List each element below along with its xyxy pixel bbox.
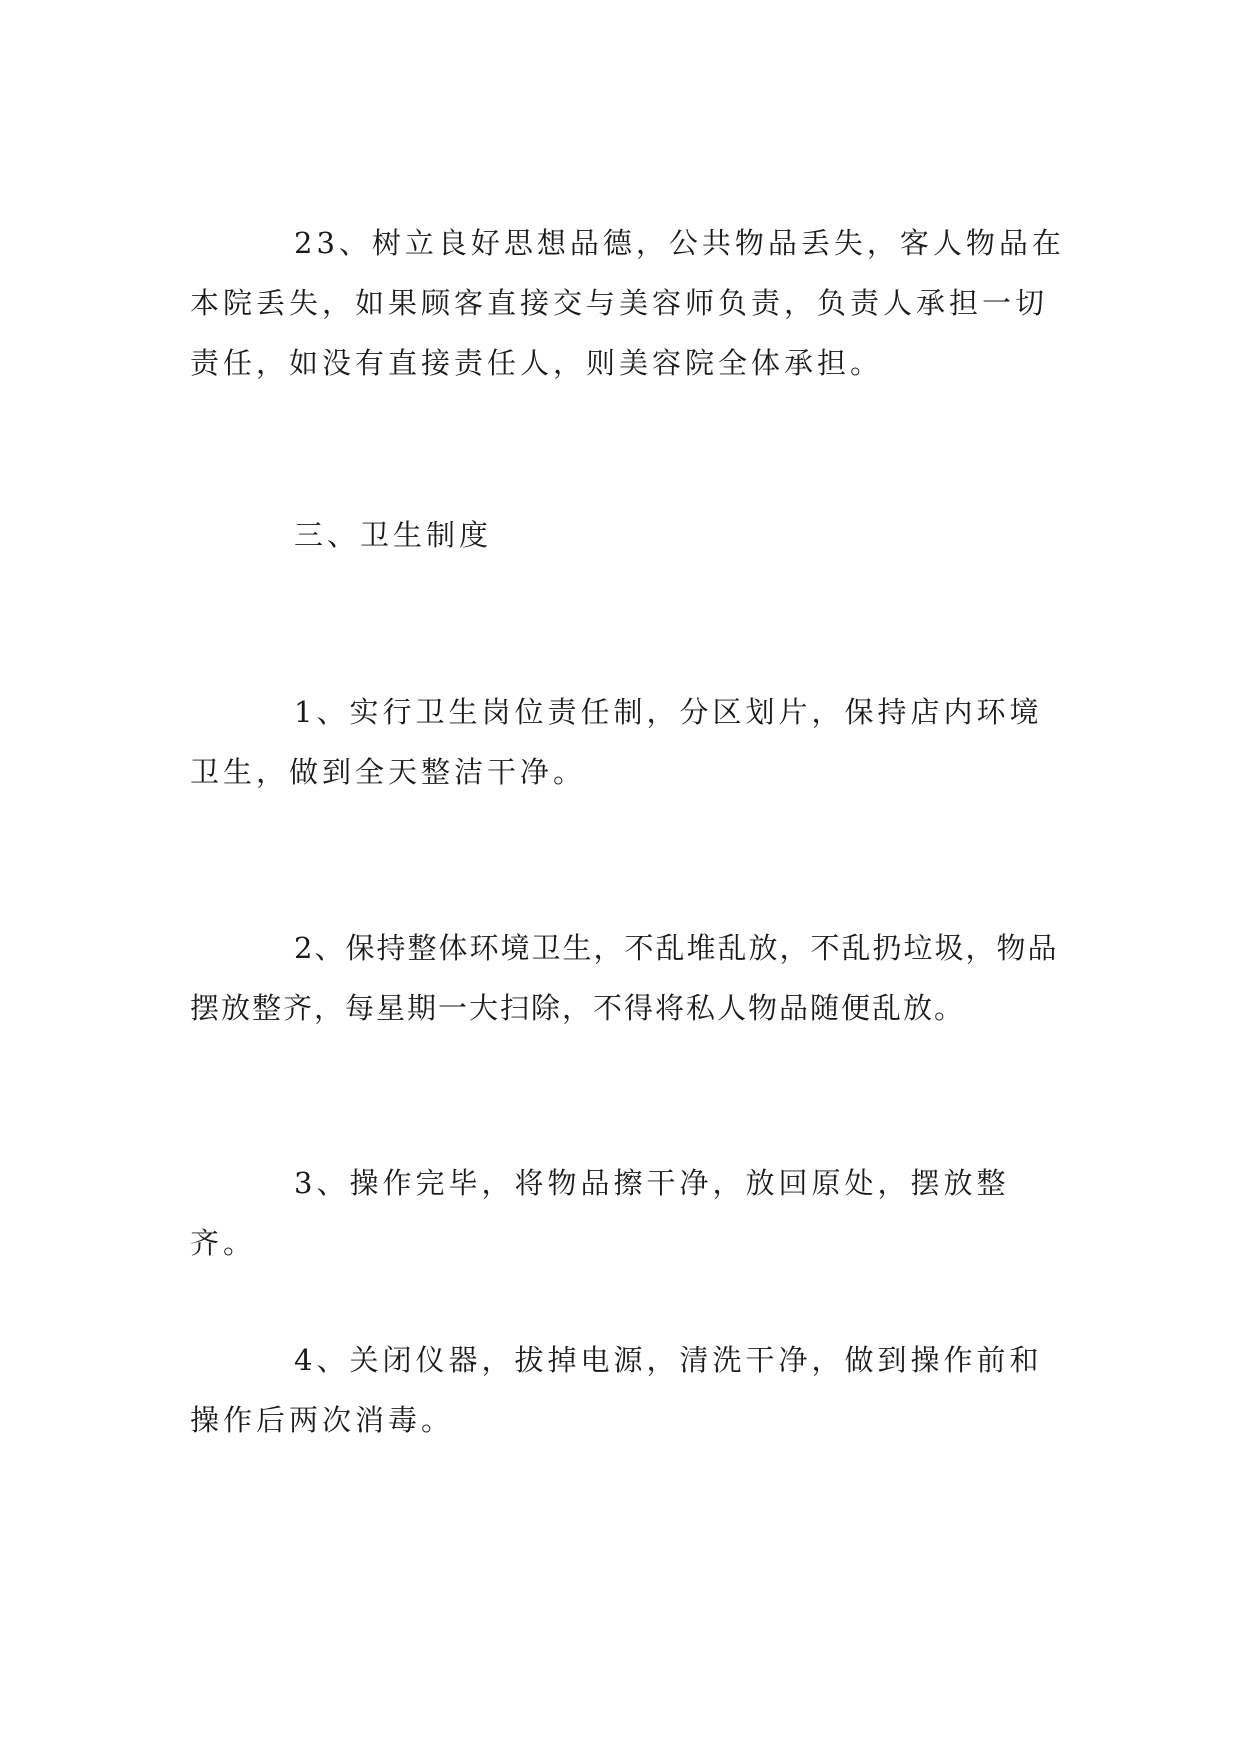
paragraph-item-4: 4、关闭仪器，拔掉电源，清洗干净，做到操作前和操作后两次消毒。 xyxy=(190,1343,1043,1437)
paragraph-item-23: 23、树立良好思想品德，公共物品丢失，客人物品在本院丢失，如果顾客直接交与美容师负责，负责人承担一切责任，如没有直接责任人，则美容院全体承担。 xyxy=(190,226,1065,380)
paragraph-item-1: 1、实行卫生岗位责任制，分区划片，保持店内环境卫生，做到全天整洁干净。 xyxy=(190,695,1043,789)
paragraph-item-2: 2、保持整体环境卫生，不乱堆乱放，不乱扔垃圾，物品摆放整齐，每星期一大扫除，不得将私人物品随便乱放。 xyxy=(190,931,1059,1025)
section-heading-hygiene: 三、卫生制度 xyxy=(294,518,493,552)
paragraph-item-3: 3、操作完毕，将物品擦干净，放回原处，摆放整齐。 xyxy=(190,1166,1010,1260)
